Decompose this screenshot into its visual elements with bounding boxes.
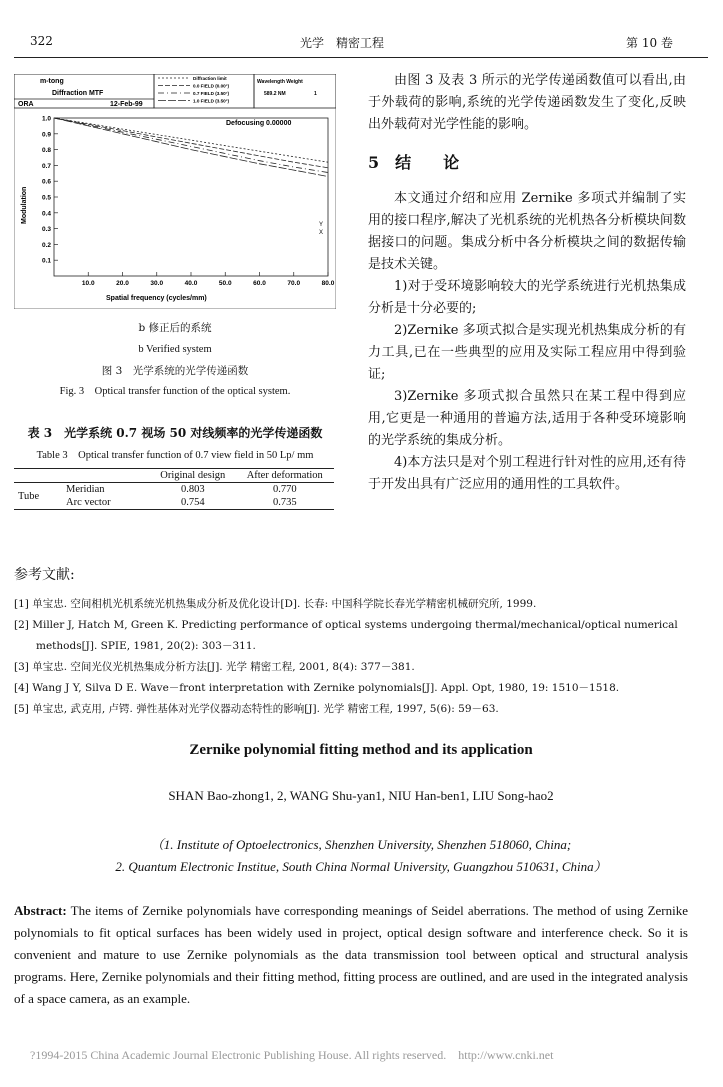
panel-caption: b 修正后的系统 <box>138 322 212 334</box>
legend-entry: 0.0 FIELD (0.00°) <box>193 83 230 89</box>
affiliation-2: 2. Quantum Electronic Institue, South China Normal University, Guangzhou 510631, China） <box>115 859 607 874</box>
table-3 <box>14 468 334 510</box>
panel-caption-en: b Verified system <box>138 344 212 355</box>
references-title: 参考文献: <box>14 567 75 583</box>
table-title: 表 3 光学系统 0.7 视场 50 对线频率的光学传递函数 <box>27 426 323 440</box>
chart-box-date: 12-Feb-99 <box>110 101 143 108</box>
figure-caption: 图 3 光学系统的光学传递函数 <box>101 365 249 377</box>
table-cell: 0.803 <box>180 484 205 495</box>
y-tick-label: 0.4 <box>41 210 51 218</box>
x-tick-label: 30.0 <box>150 280 164 287</box>
footer-copyright: ?1994-2015 China Academic Journal Electronic Publishing House. All rights reserved. http://www.cnki.net <box>30 1048 554 1062</box>
curve-label-x: X <box>319 230 324 236</box>
chart-box-title: Diffraction MTF <box>52 90 104 97</box>
y-tick-label: 0.9 <box>41 131 51 139</box>
reference-item: [5] 单宝忠, 武克用, 卢锷. 弹性基体对光学仪器动态特性的影响[J]. 光学 精密工程, 1997, 5(6): 59－63. <box>14 703 499 715</box>
curve-label-y: Y <box>319 222 324 228</box>
reference-item: [3] 单宝忠. 空间光仪光机热集成分析方法[J]. 光学 精密工程, 2001, 8(4): 377－381. <box>14 661 415 673</box>
paragraph: 2)Zernike 多项式拟合是实现光机热集成分析的有力工具,已在一些典型的应用及实际工程应用中得到验证; <box>368 323 686 382</box>
table-cell: 0.754 <box>180 497 205 508</box>
reference-item: methods[J]. SPIE, 1981, 20(2): 303－311. <box>36 640 256 652</box>
y-tick-label: 0.6 <box>41 178 51 186</box>
paragraph: 3)Zernike 多项式拟合虽然只在某工程中得到应用,它更是一种通用的普遍方法,适用于各种受环境影响的光学系统的集成分析。 <box>368 389 686 448</box>
wavelength-weight: 1 <box>314 91 317 97</box>
section-title: 结 论 <box>395 153 460 172</box>
paragraph: 本文通过介绍和应用 Zernike 多项式并编制了实用的接口程序,解决了光机系统的光机热各分析模块间数据接口的问题。集成分析中各分析模块之间的数据传输是技术关键。 <box>368 191 686 272</box>
volume-label: 第 10 卷 <box>626 36 673 50</box>
page-number: 322 <box>30 34 53 48</box>
table-col-after: After deformation <box>246 470 323 481</box>
section-number: 5 <box>368 153 380 172</box>
y-tick-label: 0.3 <box>41 226 51 234</box>
legend-entry: 1.0 FIELD (3.50°) <box>193 98 230 104</box>
defocusing-label: Defocusing 0.00000 <box>226 120 292 127</box>
y-tick-label: 1.0 <box>41 115 51 123</box>
x-tick-label: 50.0 <box>218 280 232 287</box>
y-tick-label: 0.8 <box>41 147 51 155</box>
table-cell: 0.735 <box>272 497 297 508</box>
y-axis-label: Modulation <box>21 186 28 224</box>
x-tick-label: 10.0 <box>81 280 95 287</box>
reference-item: [2] Miller J, Hatch M, Green K. Predicting performance of optical systems undergoing thermal/mechanical/optical numerical <box>14 619 678 631</box>
journal-name: 光学 精密工程 <box>300 36 385 50</box>
mtf-chart <box>14 74 336 309</box>
english-authors: SHAN Bao-zhong1, 2, WANG Shu-yan1, NIU Han-ben1, LIU Song-hao2 <box>168 788 554 803</box>
x-tick-label: 60.0 <box>253 280 266 287</box>
chart-box-name: m-tong <box>40 78 64 85</box>
abstract-label: Abstract: <box>14 903 67 918</box>
x-tick-label: 40.0 <box>184 280 198 287</box>
references-list <box>14 594 708 720</box>
header-rule <box>14 57 708 58</box>
wavelength-value: 589.2 NM <box>264 91 286 97</box>
english-title: Zernike polynomial fitting method and its application <box>189 742 533 758</box>
legend-entry: 0.7 FIELD (3.50°) <box>193 91 230 96</box>
y-tick-label: 0.7 <box>41 162 51 170</box>
table-col-original: Original design <box>160 470 226 481</box>
right-column <box>368 70 686 496</box>
y-tick-label: 0.2 <box>41 241 51 249</box>
chart-box-ora: ORA <box>18 101 34 108</box>
paragraph: 1)对于受环境影响较大的光学系统进行光机热集成分析是十分必要的; <box>368 279 686 316</box>
table-group-label: Tube <box>18 490 40 502</box>
figure-caption-en: Fig. 3 Optical transfer function of the optical system. <box>59 386 291 397</box>
table-cell: 0.770 <box>272 484 297 495</box>
legend-entry: Diffraction limit <box>193 76 227 81</box>
reference-item: [1] 单宝忠. 空间相机光机系统光机热集成分析及优化设计[D]. 长春: 中国科学院长春光学精密机械研究所, 1999. <box>14 598 537 610</box>
abstract <box>14 900 688 1010</box>
table-row-label: Meridian <box>66 484 105 495</box>
paragraph: 4)本方法只是对个别工程进行针对性的应用,还有待于开发出具有广泛应用的通用性的工具软件。 <box>368 455 686 492</box>
table-title-en: Table 3 Optical transfer function of 0.7 view field in 50 Lp/ mm <box>36 450 314 461</box>
affiliation-1: （1. Institute of Optoelectronics, Shenzhen University, Shenzhen 518060, China; <box>150 837 572 852</box>
wavelength-label: Wavelength Weight <box>257 79 303 85</box>
x-axis-label: Spatial frequency (cycles/mm) <box>106 295 207 302</box>
paragraph: 由图 3 及表 3 所示的光学传递函数值可以看出,由于外载荷的影响,系统的光学传递函数发生了变化,反映出外载荷对光学性能的影响。 <box>368 73 686 132</box>
y-tick-label: 0.5 <box>41 194 51 202</box>
y-tick-label: 0.1 <box>41 257 51 265</box>
x-tick-label: 80.0 <box>321 280 335 287</box>
reference-item: [4] Wang J Y, Silva D E. Wave－front interpretation with Zernike polynomials[J]. Appl. Opt, 1980, 19: 1510－1518. <box>14 682 620 694</box>
abstract-text: The items of Zernike polynomials have corresponding meanings of Seidel aberrations. The method of using Zernike polynomials to fit optical surfaces has been widely used in project, optical design software and interference check. So it is convenient and mature to use Zernike polynomials as the data transmission tool between optical and structural analysis programs. Here, Zernike polynomials and their fitting method, fitting process are outlined, and are used in the integrated analysis of a space camera, as an example. <box>14 903 688 1006</box>
x-tick-label: 20.0 <box>116 280 129 287</box>
table-row-label: Arc vector <box>66 497 111 508</box>
x-tick-label: 70.0 <box>287 280 301 287</box>
